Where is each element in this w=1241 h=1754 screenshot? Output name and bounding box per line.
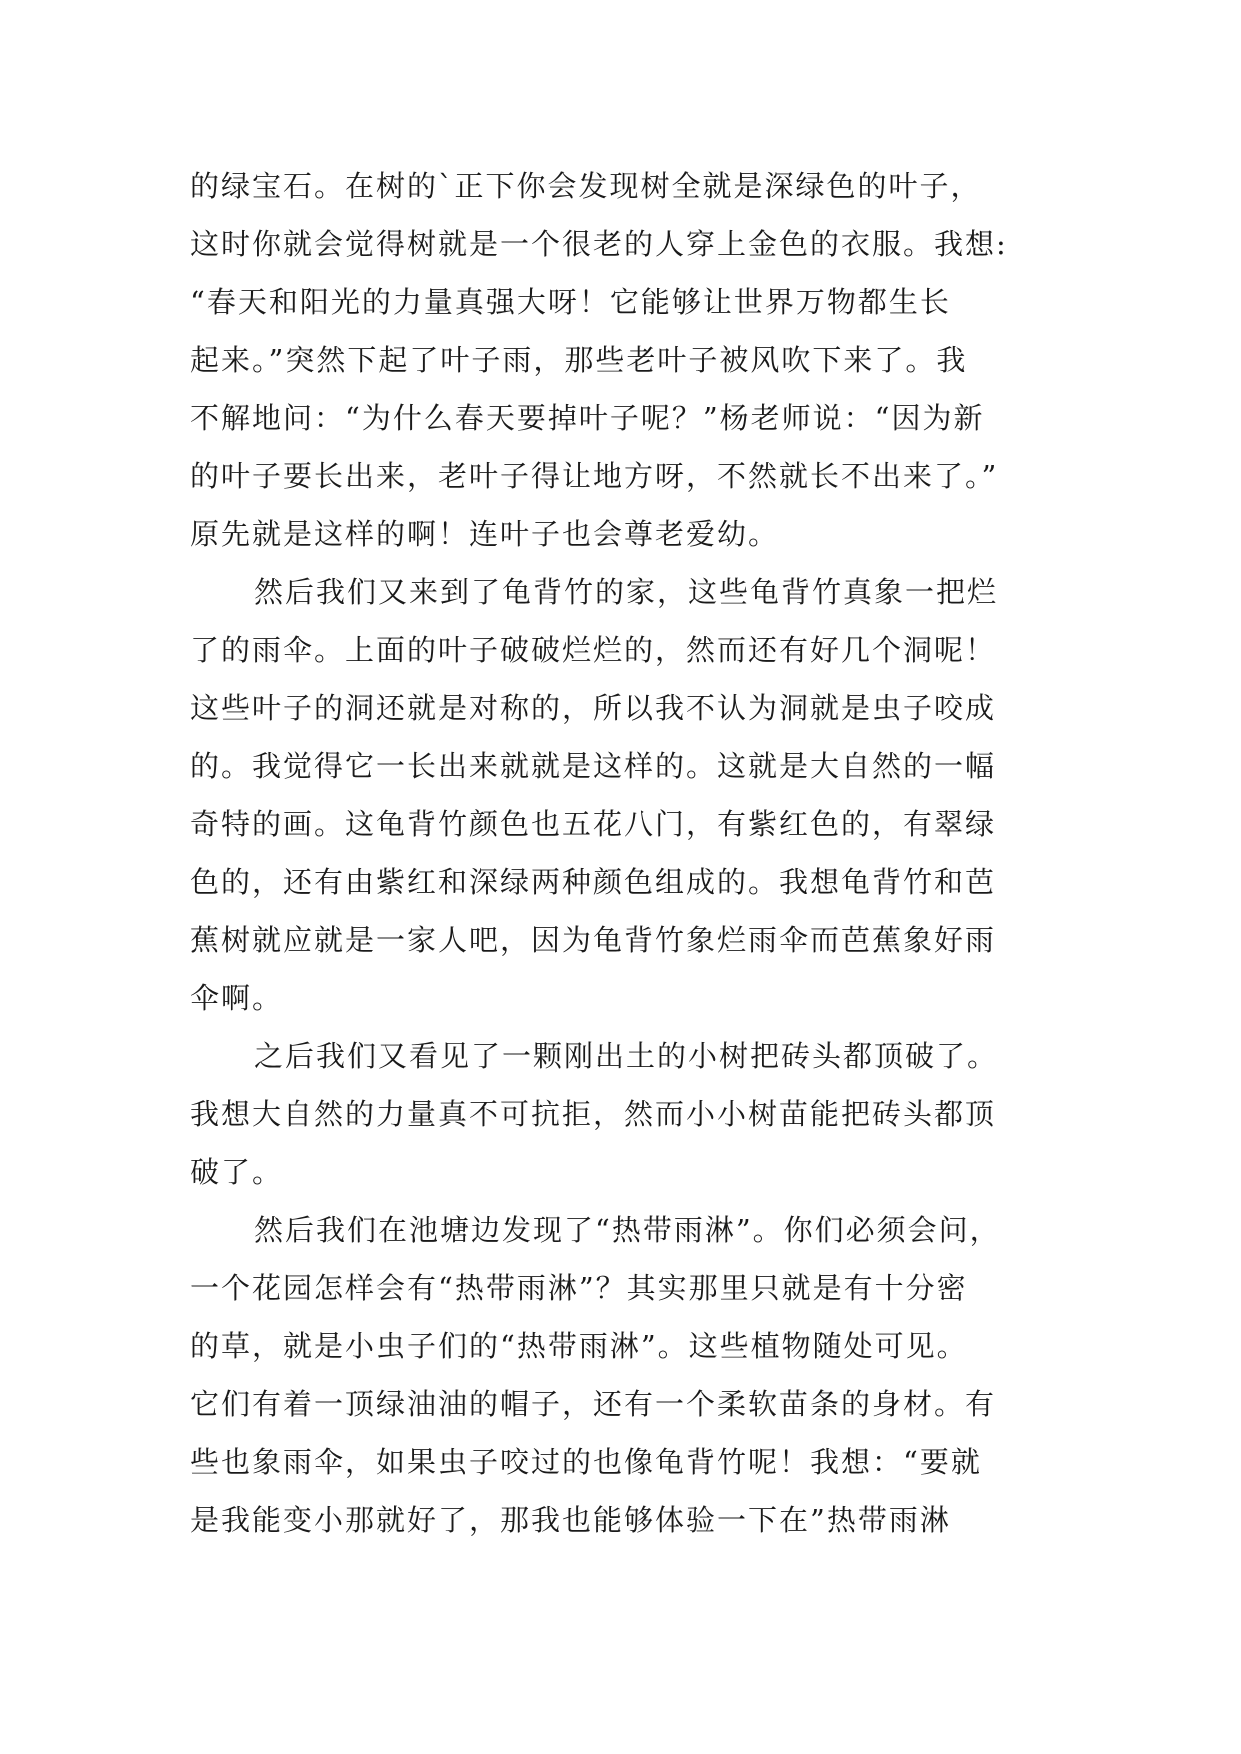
text-line: 些也象雨伞，如果虫子咬过的也像龟背竹呢！我想：“要就 <box>190 1445 982 1479</box>
text-line: 是我能变小那就好了，那我也能够体验一下在”热带雨淋 <box>190 1503 951 1537</box>
paragraph-4 <box>190 1201 1070 1549</box>
paragraph-2 <box>190 563 1070 1027</box>
text-line: 色的，还有由紫红和深绿两种颜色组成的。我想龟背竹和芭 <box>190 865 997 899</box>
text-line: 不解地问：“为什么春天要掉叶子呢？”杨老师说：“因为新 <box>190 401 985 435</box>
paragraph-1 <box>190 157 1070 563</box>
text-line: 这时你就会觉得树就是一个很老的人穿上金色的衣服。我想: <box>190 227 1008 261</box>
text-line: 蕉树就应就是一家人吧，因为龟背竹象烂雨伞而芭蕉象好雨 <box>190 923 997 957</box>
text-line: “春天和阳光的力量真强大呀！它能够让世界万物都生长 <box>190 285 951 319</box>
text-line: 的绿宝石。在树的`正下你会发现树全就是深绿色的叶子， <box>190 169 982 203</box>
text-line: 伞啊。 <box>190 981 284 1015</box>
text-line: 原先就是这样的啊！连叶子也会尊老爱幼。 <box>190 517 780 551</box>
text-line: 然后我们在池塘边发现了“热带雨淋”。你们必须会问， <box>254 1213 1001 1247</box>
text-line: 我想大自然的力量真不可抗拒，然而小小树苗能把砖头都顶 <box>190 1097 997 1131</box>
text-line: 的草，就是小虫子们的“热带雨淋”。这些植物随处可见。 <box>190 1329 968 1363</box>
text-line: 然后我们又来到了龟背竹的家，这些龟背竹真象一把烂 <box>254 575 999 609</box>
text-line: 了的雨伞。上面的叶子破破烂烂的，然而还有好几个洞呢！ <box>190 633 997 667</box>
text-line: 的叶子要长出来，老叶子得让地方呀，不然就长不出来了。” <box>190 459 999 493</box>
text-line: 一个花园怎样会有“热带雨淋”？其实那里只就是有十分密 <box>190 1271 968 1305</box>
document-body <box>190 157 1070 1549</box>
text-line: 之后我们又看见了一颗刚出土的小树把砖头都顶破了。 <box>254 1039 999 1073</box>
text-line: 它们有着一顶绿油油的帽子，还有一个柔软苗条的身材。有 <box>190 1387 997 1421</box>
text-line: 这些叶子的洞还就是对称的，所以我不认为洞就是虫子咬成 <box>190 691 997 725</box>
paragraph-3 <box>190 1027 1070 1201</box>
text-line: 破了。 <box>190 1155 284 1189</box>
text-line: 的。我觉得它一长出来就就是这样的。这就是大自然的一幅 <box>190 749 997 783</box>
text-line: 奇特的画。这龟背竹颜色也五花八门，有紫红色的，有翠绿 <box>190 807 997 841</box>
text-line: 起来。”突然下起了叶子雨，那些老叶子被风吹下来了。我 <box>190 343 968 377</box>
